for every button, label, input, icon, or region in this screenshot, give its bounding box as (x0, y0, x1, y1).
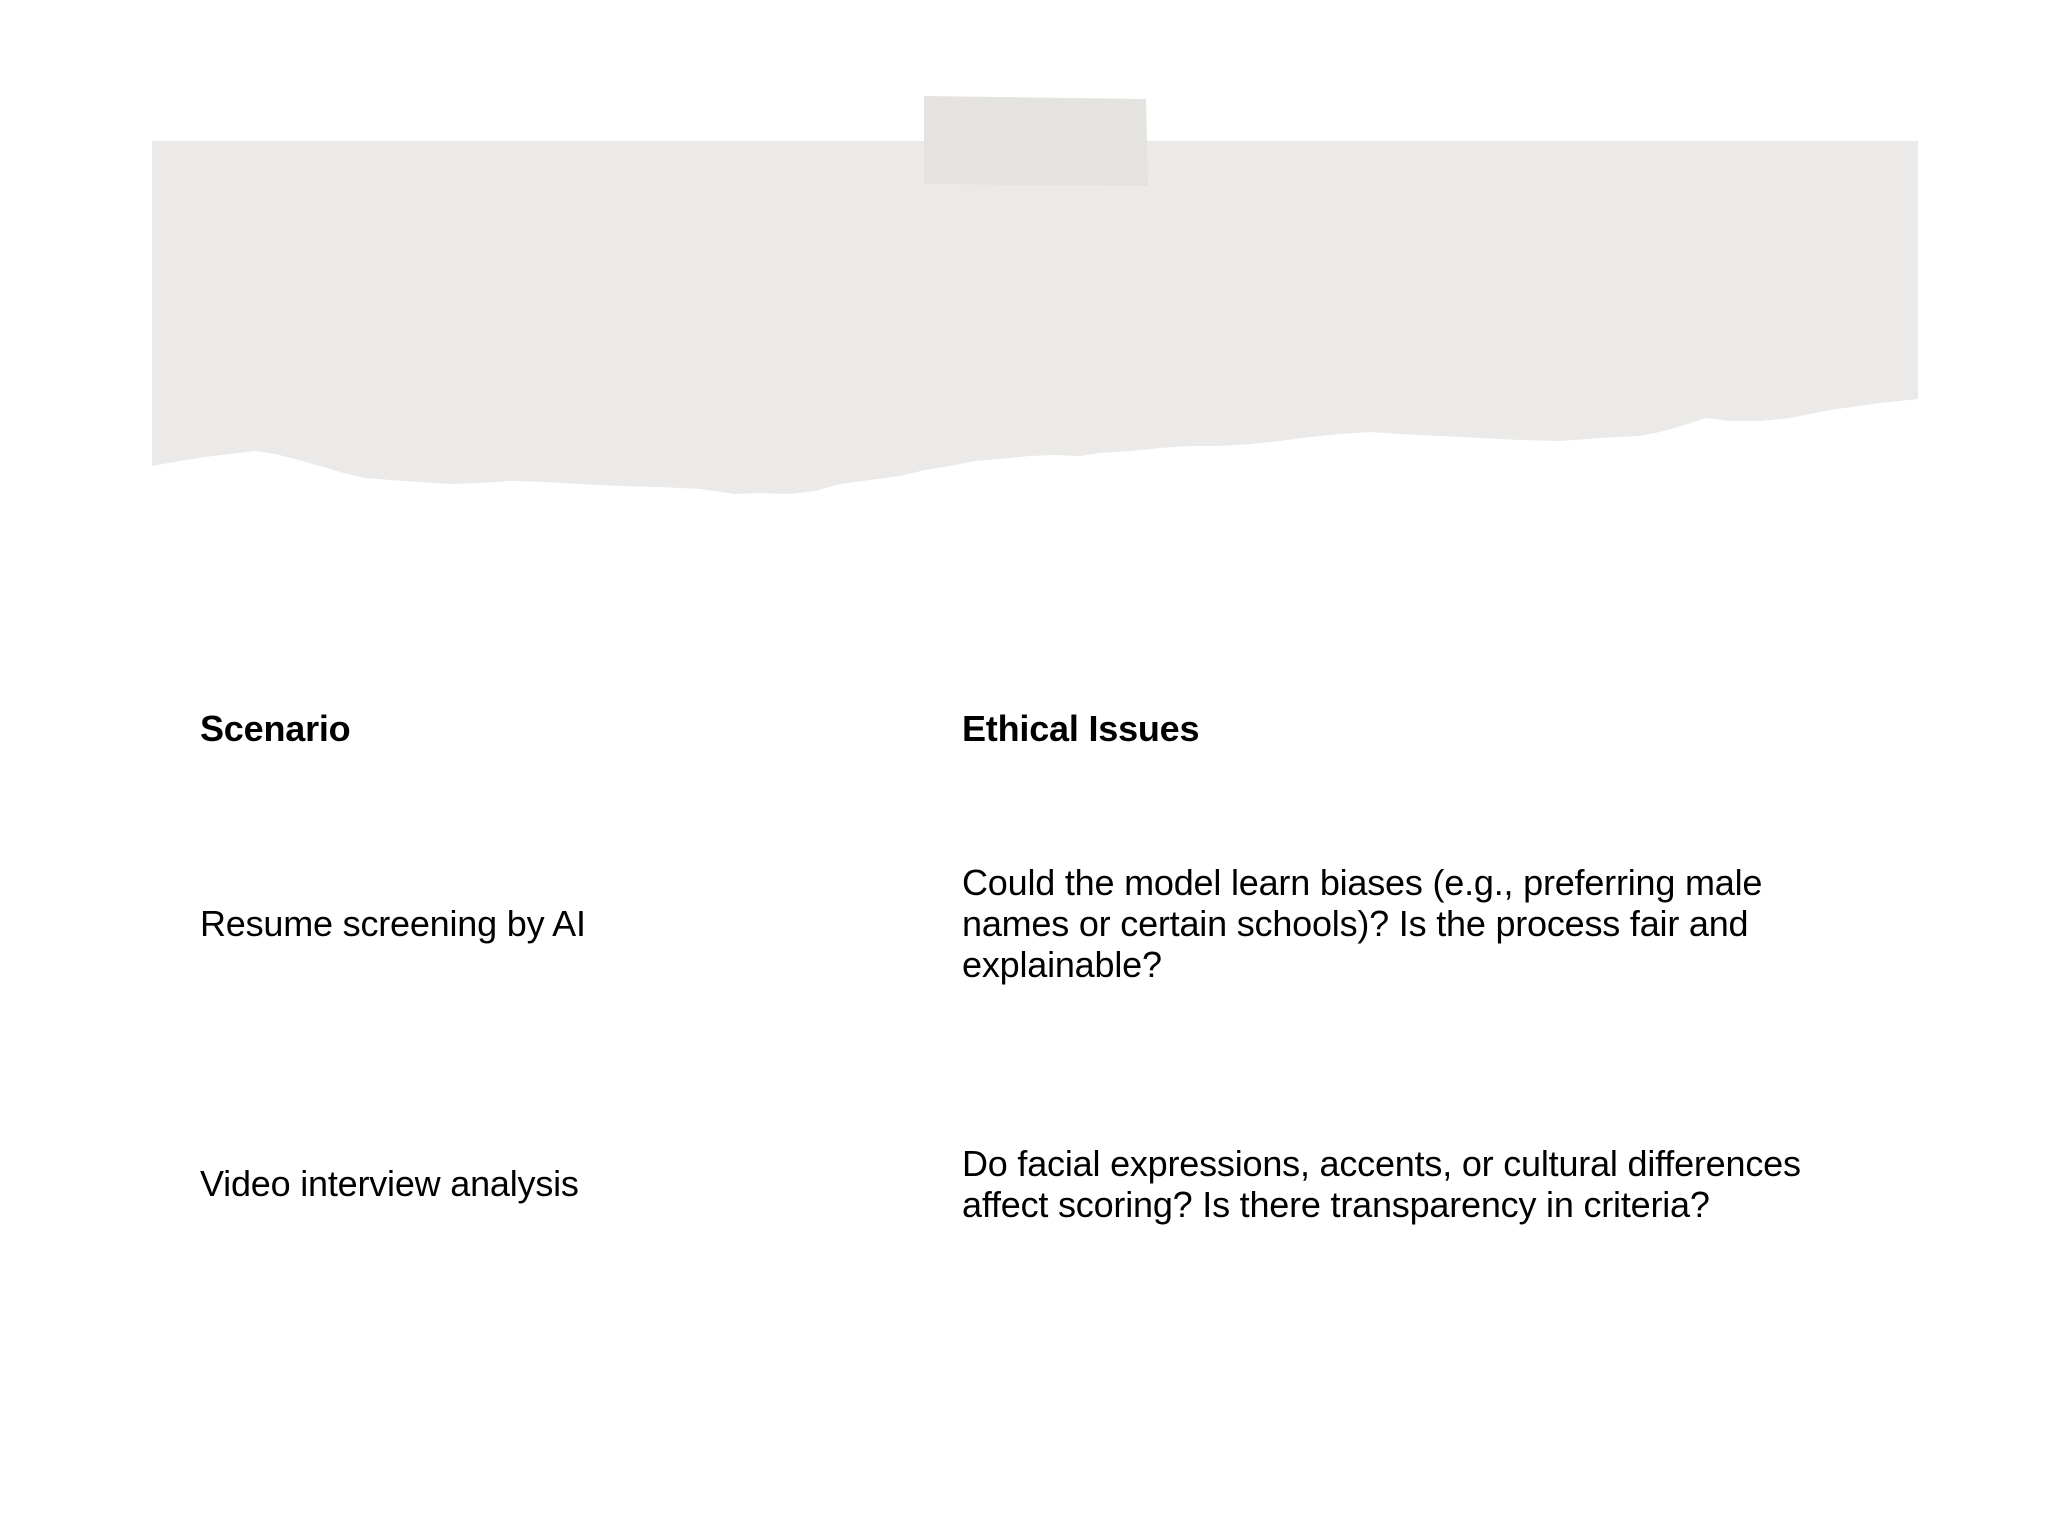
table-header-scenario: Scenario (200, 708, 351, 749)
table-cell-issues: Do facial expressions, accents, or cultural differences affect scoring? Is there transparency in criteria? (962, 1143, 1801, 1225)
table-cell-scenario: Video interview analysis (200, 1163, 579, 1204)
table-cell-scenario: Resume screening by AI (200, 903, 586, 944)
table-header-issues: Ethical Issues (962, 708, 1200, 749)
table-cell-issues: Could the model learn biases (e.g., preferring male names or certain schools)? Is the process fair and explainable? (962, 862, 1763, 985)
